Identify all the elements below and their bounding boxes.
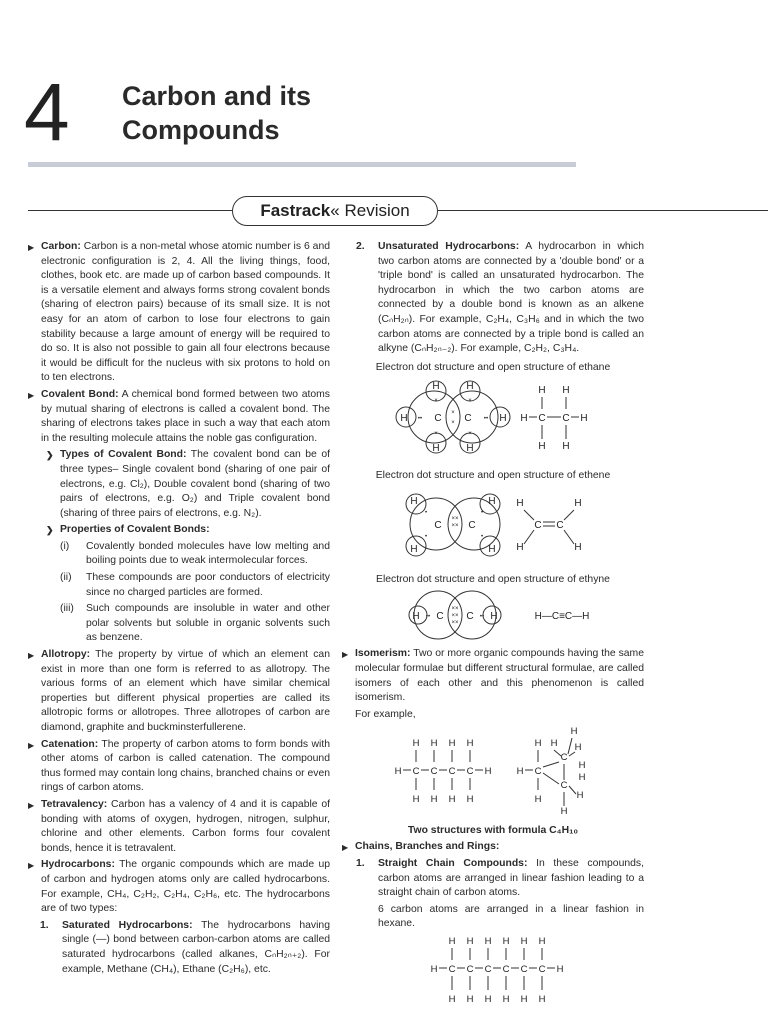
butane-c3: C bbox=[448, 766, 456, 778]
svg-text:××: ×× bbox=[451, 612, 459, 619]
isobutane-c-bottom: C bbox=[560, 780, 568, 792]
straight-chain-text: In these compounds, carbon atoms are arranged in linear fashion leading to a straight chain of carbon atoms. bbox=[378, 858, 644, 899]
ethane-diagram bbox=[342, 377, 644, 459]
butane-h-right: H bbox=[484, 766, 492, 778]
allotropy-label: Allotropy: bbox=[41, 649, 91, 661]
ethane-atom-h4: H bbox=[466, 443, 474, 455]
svg-text:H: H bbox=[520, 994, 528, 1006]
svg-text:C: C bbox=[520, 964, 528, 976]
catenation-text: The property of carbon atoms to form bonds with other atoms of carbon is called catenation. The compound thus formed may contain long chains, branched chains or even rings of carbon atoms. bbox=[41, 738, 330, 794]
allotropy-paragraph bbox=[28, 648, 330, 736]
unsaturated-text: A hydrocarbon in which two carbon atoms are connected by a 'double bond' or a 'triple bond' is called an unsaturated hydrocarbon. The hydrocarbon in which the two carbon atoms are connected by a double bond is known as an alkene (CₙH₂ₙ). For example, C₂H₄, C₃H₆ and in which the two carbon atoms are connected by a triple bond is called an alkyne (CₙH₂ₙ₋₂). For example, C₂H₂, C₃H₄. bbox=[378, 241, 644, 355]
tetravalency-label: Tetravalency: bbox=[41, 798, 108, 810]
prop-item-1 bbox=[60, 540, 330, 569]
straight-chain-label: Straight Chain Compounds: bbox=[378, 858, 528, 870]
hexane-text: 6 carbon atoms are arranged in a linear fashion in hexane. bbox=[378, 903, 644, 930]
unsaturated-paragraph bbox=[356, 240, 644, 357]
ethane-open-h5: H bbox=[538, 441, 546, 453]
banner-line-right bbox=[438, 210, 768, 211]
svg-text:H: H bbox=[534, 738, 542, 750]
prop-num-3: (iii) bbox=[60, 603, 74, 615]
covalent-text: A chemical bond formed between two atoms by mutual sharing of electrons is called a covalent bond. The sharing of electrons takes place in such a way that each atom in the resulting molecule attains the noble gas configuration. bbox=[41, 388, 330, 444]
svg-text:H: H bbox=[538, 936, 546, 948]
ethyne-atom-c2: C bbox=[466, 610, 474, 622]
right-column bbox=[342, 238, 644, 1014]
svg-text:H: H bbox=[484, 994, 492, 1006]
unsaturated-label: Unsaturated Hydrocarbons: bbox=[378, 241, 520, 252]
types-paragraph bbox=[46, 448, 330, 521]
isomerism-paragraph bbox=[342, 647, 644, 705]
ethane-caption: Electron dot structure and open structure of ethane bbox=[375, 361, 611, 373]
svg-text:×: × bbox=[451, 420, 455, 427]
svg-text:H: H bbox=[412, 794, 420, 806]
prop-item-2 bbox=[60, 571, 330, 600]
svg-text:H: H bbox=[534, 794, 542, 806]
svg-text:••: •• bbox=[483, 416, 489, 423]
svg-text:C: C bbox=[466, 964, 474, 976]
ethane-open-c2: C bbox=[562, 413, 570, 425]
svg-text:•: • bbox=[480, 533, 484, 540]
svg-text:H: H bbox=[520, 936, 528, 948]
svg-text:H: H bbox=[430, 964, 438, 976]
svg-text:H: H bbox=[430, 794, 438, 806]
ethane-atom-h6: H bbox=[499, 413, 507, 425]
tetravalency-paragraph bbox=[28, 798, 330, 856]
butane-c2: C bbox=[430, 766, 438, 778]
svg-text:×: × bbox=[434, 431, 438, 438]
chapter-title-line2: Compounds bbox=[122, 114, 280, 145]
for-example-text: For example, bbox=[355, 708, 416, 720]
svg-text:H: H bbox=[466, 738, 474, 750]
prop-num-1: (i) bbox=[60, 540, 70, 552]
ethene-caption: Electron dot structure and open structure of ethene bbox=[375, 469, 611, 481]
saturated-num: 1. bbox=[40, 919, 49, 931]
svg-text:H: H bbox=[560, 806, 568, 817]
header-rule bbox=[28, 162, 576, 167]
svg-text:H: H bbox=[576, 790, 584, 802]
ethane-atom-h3: H bbox=[432, 443, 440, 455]
svg-text:H: H bbox=[578, 760, 586, 772]
svg-text:•: • bbox=[424, 509, 428, 516]
svg-text:××: ×× bbox=[451, 619, 459, 626]
banner-word: Revision bbox=[344, 201, 410, 220]
chains-heading bbox=[342, 840, 644, 855]
catenation-label: Catenation: bbox=[41, 738, 99, 750]
svg-text:H: H bbox=[448, 794, 456, 806]
svg-text:××: ×× bbox=[451, 522, 459, 529]
svg-text:H: H bbox=[502, 936, 510, 948]
svg-text:C: C bbox=[538, 964, 546, 976]
svg-text:H: H bbox=[550, 738, 558, 750]
prop-num-2: (ii) bbox=[60, 572, 72, 584]
ethyne-diagram bbox=[342, 590, 644, 640]
svg-text:H: H bbox=[448, 738, 456, 750]
svg-text:H: H bbox=[570, 726, 578, 738]
ethyne-caption: Electron dot structure and open structure of ethyne bbox=[376, 574, 610, 586]
saturated-text: The hydrocarbons having single (—) bond between carbon-carbon atoms are called saturated hydrocarbons (called alkanes, CₙH₂ₙ₊₂). For example, Methane (CH₄), Ethane (C₂H₆), etc. bbox=[62, 919, 330, 975]
svg-text:×: × bbox=[434, 398, 438, 405]
ethene-open-h2: H bbox=[574, 497, 582, 509]
carbon-paragraph bbox=[28, 240, 330, 386]
svg-text:H: H bbox=[484, 936, 492, 948]
svg-text:H: H bbox=[448, 994, 456, 1006]
ethene-atom-c2: C bbox=[468, 519, 476, 531]
types-text: The covalent bond can be of three types– Single covalent bond (sharing of one pair of electrons, e.g. Cl₂), Double covalent bond (sharing of two pairs of electrons, e.g. O₂) and Triple covalent bond (sharing of three pairs of electrons, e.g. N₂). bbox=[60, 449, 331, 519]
svg-text:C: C bbox=[484, 964, 492, 976]
unsaturated-num: 2. bbox=[356, 241, 365, 252]
hydrocarbons-paragraph bbox=[28, 858, 330, 916]
ethene-diagram bbox=[342, 486, 644, 564]
isomers-caption: Two structures with formula C₄H₁₀ bbox=[407, 824, 579, 836]
allotropy-text: The property by virtue of which an element can exist in more than one form is referred to as allotropy. The various forms of an element which have similar chemical properties but different physical properties are called its allotropic forms or allotropes. Three allotropes of carbon are diamond, graphite and buckminsterfullerene. bbox=[41, 649, 330, 733]
ethane-atom-h1: H bbox=[432, 381, 440, 393]
svg-text:×: × bbox=[468, 431, 472, 438]
ethene-atom-h2: H bbox=[488, 495, 496, 507]
prop-text-1: Covalently bonded molecules have low melting and boiling points due to weak intermolecular forces. bbox=[86, 540, 330, 567]
chapter-title bbox=[122, 80, 422, 148]
ethene-open-c1: C bbox=[534, 519, 542, 531]
svg-text:•: • bbox=[480, 509, 484, 516]
ethene-atom-c1: C bbox=[434, 519, 442, 531]
chapter-number: 4 bbox=[24, 67, 70, 158]
left-column bbox=[28, 238, 330, 979]
chains-label: Chains, Branches and Rings: bbox=[355, 841, 500, 853]
svg-text:H: H bbox=[578, 772, 586, 784]
ethyne-atom-c1: C bbox=[436, 610, 444, 622]
ethane-open-h6: H bbox=[562, 441, 570, 453]
ethene-atom-h3: H bbox=[410, 543, 418, 555]
ethane-open-h2: H bbox=[562, 385, 570, 397]
ethane-atom-h2: H bbox=[466, 381, 474, 393]
straight-chain-num: 1. bbox=[356, 858, 365, 870]
chapter-title-line1: Carbon and its bbox=[122, 81, 312, 111]
butane-isomers-diagram bbox=[342, 724, 644, 816]
svg-text:H: H bbox=[466, 794, 474, 806]
isomerism-text: Two or more organic compounds having the same molecular formulae but different structural formulae, are called isomers of each other and this phenomenon is called isomerism. bbox=[355, 648, 644, 704]
svg-text:H: H bbox=[516, 766, 524, 778]
props-label: Properties of Covalent Bonds: bbox=[60, 524, 210, 536]
svg-text:H: H bbox=[412, 738, 420, 750]
ethane-atom-c2: C bbox=[464, 413, 472, 425]
ethyne-atom-h2: H bbox=[490, 610, 498, 622]
prop-text-2: These compounds are poor conductors of electricity since no charged particles are formed. bbox=[86, 572, 330, 598]
svg-text:H: H bbox=[466, 936, 474, 948]
svg-text:••: •• bbox=[479, 613, 485, 620]
svg-text:H: H bbox=[448, 936, 456, 948]
svg-text:×: × bbox=[451, 410, 455, 417]
straight-chain-paragraph bbox=[356, 857, 644, 901]
svg-text:••: •• bbox=[425, 613, 431, 620]
hydrocarbons-label: Hydrocarbons: bbox=[41, 859, 115, 871]
props-heading bbox=[46, 523, 330, 538]
svg-text:H: H bbox=[538, 994, 546, 1006]
fastrack-revision-banner bbox=[232, 196, 438, 226]
ethane-open-c1: C bbox=[538, 413, 546, 425]
isobutane-c-center: C bbox=[534, 766, 542, 778]
ethane-open-h1: H bbox=[538, 385, 546, 397]
svg-text:H: H bbox=[466, 994, 474, 1006]
isobutane-c-top: C bbox=[560, 752, 568, 764]
butane-c1: C bbox=[412, 766, 420, 778]
saturated-paragraph bbox=[40, 919, 330, 977]
isomerism-label: Isomerism: bbox=[355, 648, 411, 660]
ethene-open-h4: H bbox=[574, 541, 582, 553]
carbon-text: Carbon is a non-metal whose atomic number is 6 and electronic configuration is 2, 4. All the living things, food, clothes, book etc. are made up of carbon based compounds. It is a versatile element and always forms strong covalent bonds (sharing of electron pairs) because of its small size. It is not easy for an atom of carbon to lose four electrons to gain stability because a large amount of energy will be required to do so. It is also not possible to gain all four electrons because it would be difficult for the nucleus with six protons to hold on to ten electrons. bbox=[41, 241, 330, 384]
svg-text:H: H bbox=[574, 742, 582, 754]
svg-text:••: •• bbox=[417, 416, 423, 423]
hydrocarbons-text: The organic compounds which are made up of carbon and hydrogen atoms only are called hydrocarbons. For example, CH₄, C₂H₂, C₂H₄, C₂H₆, etc. The hydrocarbons are of two types: bbox=[41, 859, 331, 915]
svg-text:C: C bbox=[448, 964, 456, 976]
svg-text:•: • bbox=[424, 533, 428, 540]
butane-h-left: H bbox=[394, 766, 402, 778]
svg-text:H: H bbox=[502, 994, 510, 1006]
butane-c4: C bbox=[466, 766, 474, 778]
saturated-label: Saturated Hydrocarbons: bbox=[62, 919, 193, 931]
banner-line-left bbox=[28, 210, 232, 211]
svg-text:××: ×× bbox=[451, 515, 459, 522]
ethane-open-h3: H bbox=[520, 413, 528, 425]
carbon-label: Carbon: bbox=[41, 241, 81, 252]
svg-text:××: ×× bbox=[451, 605, 459, 612]
tetravalency-text: Carbon has a valency of 4 and it is capable of bonding with atoms of oxygen, hydrogen, nitrogen, sulphur, chlorine and other elements. Carbon forms four covalent bonds, hence it is tetravalent. bbox=[41, 798, 330, 854]
ethene-open-h3: H bbox=[516, 541, 524, 553]
catenation-paragraph bbox=[28, 738, 330, 796]
types-label: Types of Covalent Bond: bbox=[60, 449, 187, 461]
ethene-open-c2: C bbox=[556, 519, 564, 531]
covalent-paragraph bbox=[28, 388, 330, 446]
ethene-atom-h1: H bbox=[410, 495, 418, 507]
svg-text:C: C bbox=[502, 964, 510, 976]
prop-item-3 bbox=[60, 602, 330, 646]
banner-brand: Fastrack bbox=[260, 201, 331, 220]
ethane-atom-h5: H bbox=[400, 413, 408, 425]
ethyne-atom-h1: H bbox=[412, 610, 420, 622]
ethyne-open-formula: H—C≡C—H bbox=[534, 610, 590, 622]
prop-text-3: Such compounds are insoluble in water and other polar solvents but soluble in organic solvents such as benzene. bbox=[86, 603, 330, 644]
ethene-open-h1: H bbox=[516, 497, 524, 509]
svg-text:H: H bbox=[430, 738, 438, 750]
ethane-open-h4: H bbox=[580, 413, 588, 425]
svg-text:H: H bbox=[556, 964, 564, 976]
hexane-diagram bbox=[342, 934, 644, 1008]
ethene-atom-h4: H bbox=[488, 543, 496, 555]
ethane-atom-c1: C bbox=[434, 413, 442, 425]
covalent-label: Covalent Bond: bbox=[41, 388, 119, 400]
banner-mark: « bbox=[330, 201, 340, 220]
svg-text:×: × bbox=[468, 398, 472, 405]
